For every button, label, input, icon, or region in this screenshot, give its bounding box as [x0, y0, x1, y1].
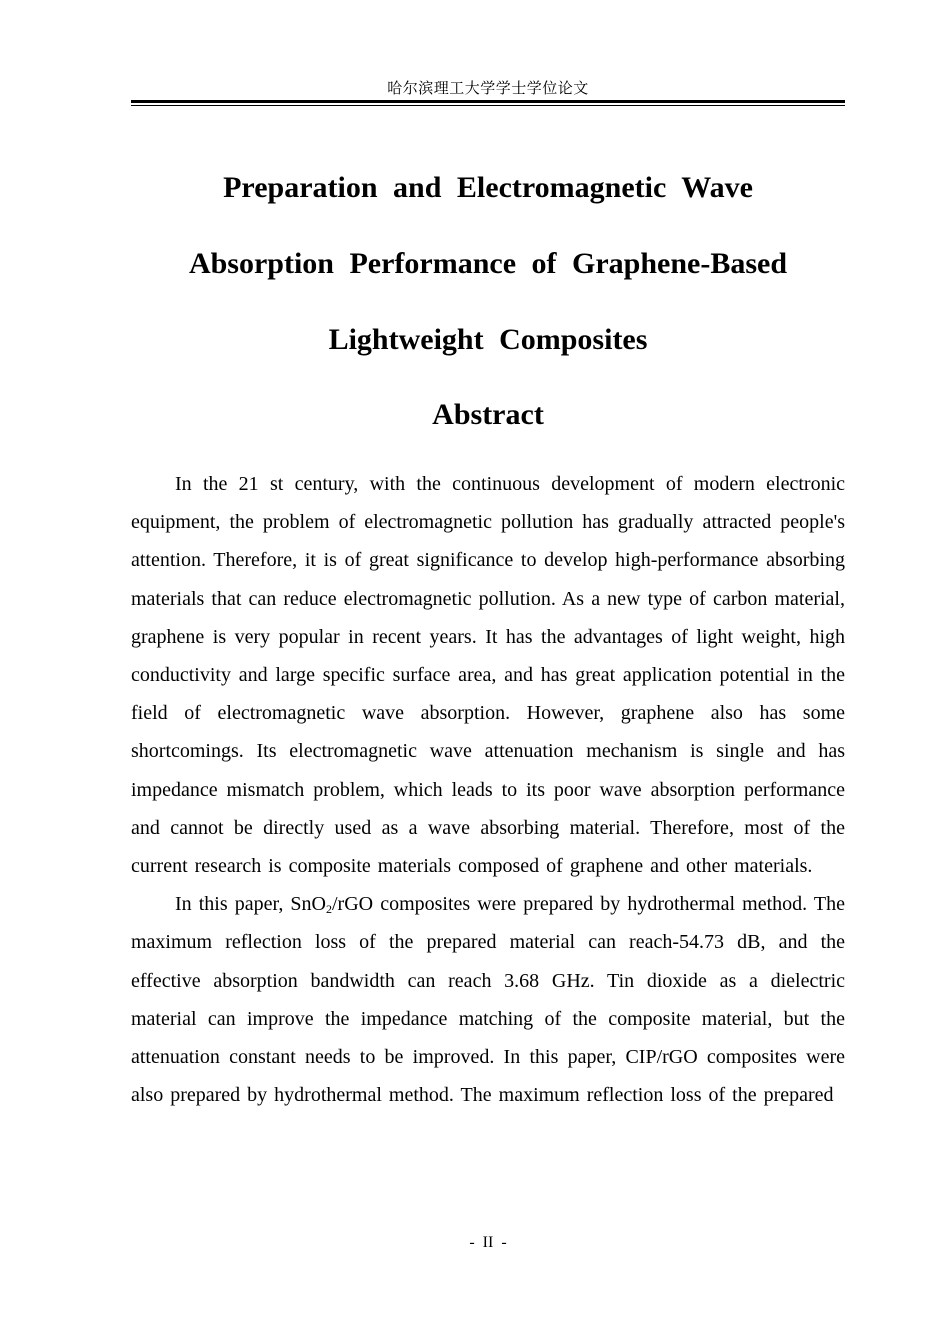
abstract-heading: Abstract — [432, 398, 544, 431]
title-line-3: Lightweight Composites — [328, 323, 648, 356]
page-number: - II - — [469, 1234, 507, 1251]
paragraph-2-lead: In this paper, SnO — [175, 893, 326, 916]
abstract-body — [131, 465, 845, 1114]
running-header: 哈尔滨理工大学学士学位论文 — [387, 79, 589, 97]
abstract-paragraph-2 — [131, 885, 845, 1114]
title-line-1: Preparation and Electromagnetic Wave — [223, 171, 753, 204]
subscript-2: 2 — [326, 902, 332, 917]
paragraph-2-rest: /rGO composites were prepared by hydrothermal method. The maximum reflection loss of the prepared material can reach-54.73 dB, and the effective absorption bandwidth can reach 3.68 GHz. Tin dioxide as a dielectric material can improve the impedance matching of the composite material, but the attenuation constant needs to be improved. In this paper, CIP/rGO composites were also prepared by hydrothermal method. The maximum reflection loss of the prepared — [131, 893, 845, 1107]
title-line-2: Absorption Performance of Graphene-Based — [188, 247, 788, 280]
header-rule-thin — [131, 105, 845, 106]
abstract-paragraph-1: In the 21 st century, with the continuous development of modern electronic equipment, the problem of electromagnetic pollution has gradually attracted people's attention. Therefore, it is of great significance to develop high-performance absorbing materials that can reduce electromagnetic pollution. As a new type of carbon material, graphene is very popular in recent years. It has the advantages of light weight, high conductivity and large specific surface area, and has great application potential in the field of electromagnetic wave absorption. However, graphene also has some shortcomings. Its electromagnetic wave attenuation mechanism is single and has impedance mismatch problem, which leads to its poor wave absorption performance and cannot be directly used as a wave absorbing material. Therefore, most of the current research is composite materials composed of graphene and other materials. — [131, 473, 845, 878]
thesis-title — [131, 150, 845, 378]
header-rule-thick — [131, 100, 845, 103]
